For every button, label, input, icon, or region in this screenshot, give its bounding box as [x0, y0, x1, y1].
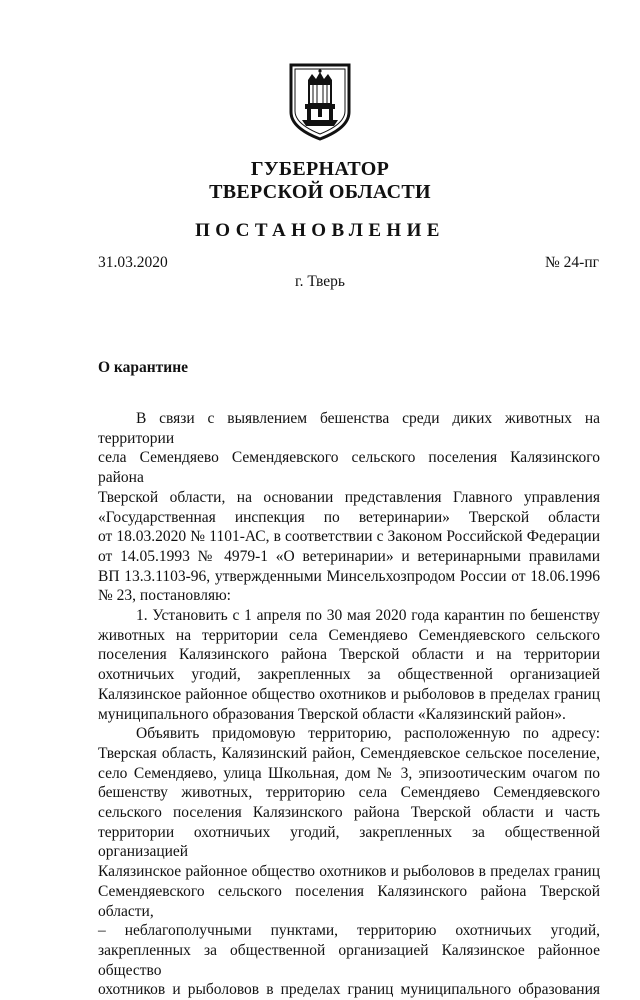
- text-line: от 14.05.1993 № 4979-1 «О ветеринарии» и ветеринарными правилами: [98, 547, 600, 565]
- text-line: охотничьих угодий, закрепленных за общественной организацией: [98, 666, 600, 684]
- document-city: г. Тверь: [295, 273, 345, 290]
- tver-coat-of-arms-icon: [288, 62, 352, 142]
- text-line: поселения Калязинского района Тверской области и на территории: [98, 646, 600, 664]
- paragraph-preamble: [98, 409, 600, 606]
- text-line: Калязинское районное общество охотников и рыболовов в пределах границ: [98, 685, 600, 703]
- text-line: Семендяевского сельского поселения Калязинского района Тверской области,: [98, 882, 600, 920]
- paragraph-declaration: [98, 724, 600, 1000]
- text-line: Тверская область, Калязинский район, Семендяевское сельское поселение,: [98, 744, 600, 762]
- document-date: 31.03.2020: [98, 254, 168, 271]
- authority-title-line-1: ГУБЕРНАТОР: [250, 158, 390, 180]
- text-line: № 23, постановляю:: [98, 587, 231, 605]
- text-line: охотников и рыболовов в пределах границ муниципального образования: [98, 981, 600, 999]
- text-line: бешенству животных, территорию села Семендяево Семендяевского: [98, 784, 600, 802]
- text-line: сельского поселения Калязинского района Тверской области и часть: [98, 804, 600, 822]
- paragraph-item-1: [98, 606, 600, 724]
- text-line: В связи с выявлением бешенства среди диких животных на территории: [98, 410, 600, 447]
- text-line: Калязинское районное общество охотников и рыболовов в пределах границ: [98, 863, 600, 881]
- text-line: Объявить придомовую территорию, расположенную по адресу:: [136, 725, 600, 743]
- text-line: 1. Установить с 1 апреля по 30 мая 2020 года карантин по бешенству: [136, 607, 600, 625]
- text-line: ВП 13.3.1103-96, утвержденными Минсельхозпродом России от 18.06.1996: [98, 567, 600, 585]
- text-line: закрепленных за общественной организацией Калязинское районное общество: [98, 941, 600, 979]
- text-line: села Семендяево Семендяевского сельского поселения Калязинского района: [98, 449, 600, 487]
- text-line: Тверской области, на основании представления Главного управления: [98, 488, 600, 506]
- text-line: от 18.03.2020 № 1101-АС, в соответствии с Законом Российской Федерации: [98, 528, 600, 546]
- text-line: «Государственная инспекция по ветеринарии» Тверской области: [98, 508, 600, 526]
- text-line: муниципального образования Тверской области «Калязинский район».: [98, 705, 566, 723]
- text-line: территории охотничьих угодий, закрепленных за общественной организацией: [98, 823, 600, 861]
- text-line: – неблагополучными пунктами, территорию охотничьих угодий,: [98, 922, 600, 940]
- document-subject: О карантине: [98, 359, 189, 376]
- document-body: [98, 409, 600, 1000]
- text-line: село Семендяево, улица Школьная, дом № 3, эпизоотическим очагом по: [98, 764, 600, 782]
- authority-title-line-2: ТВЕРСКОЙ ОБЛАСТИ: [209, 181, 431, 203]
- document-number: № 24-пг: [545, 254, 599, 271]
- document-type: ПОСТАНОВЛЕНИЕ: [195, 220, 445, 241]
- text-line: животных на территории села Семендяево Семендяевского сельского: [98, 626, 600, 644]
